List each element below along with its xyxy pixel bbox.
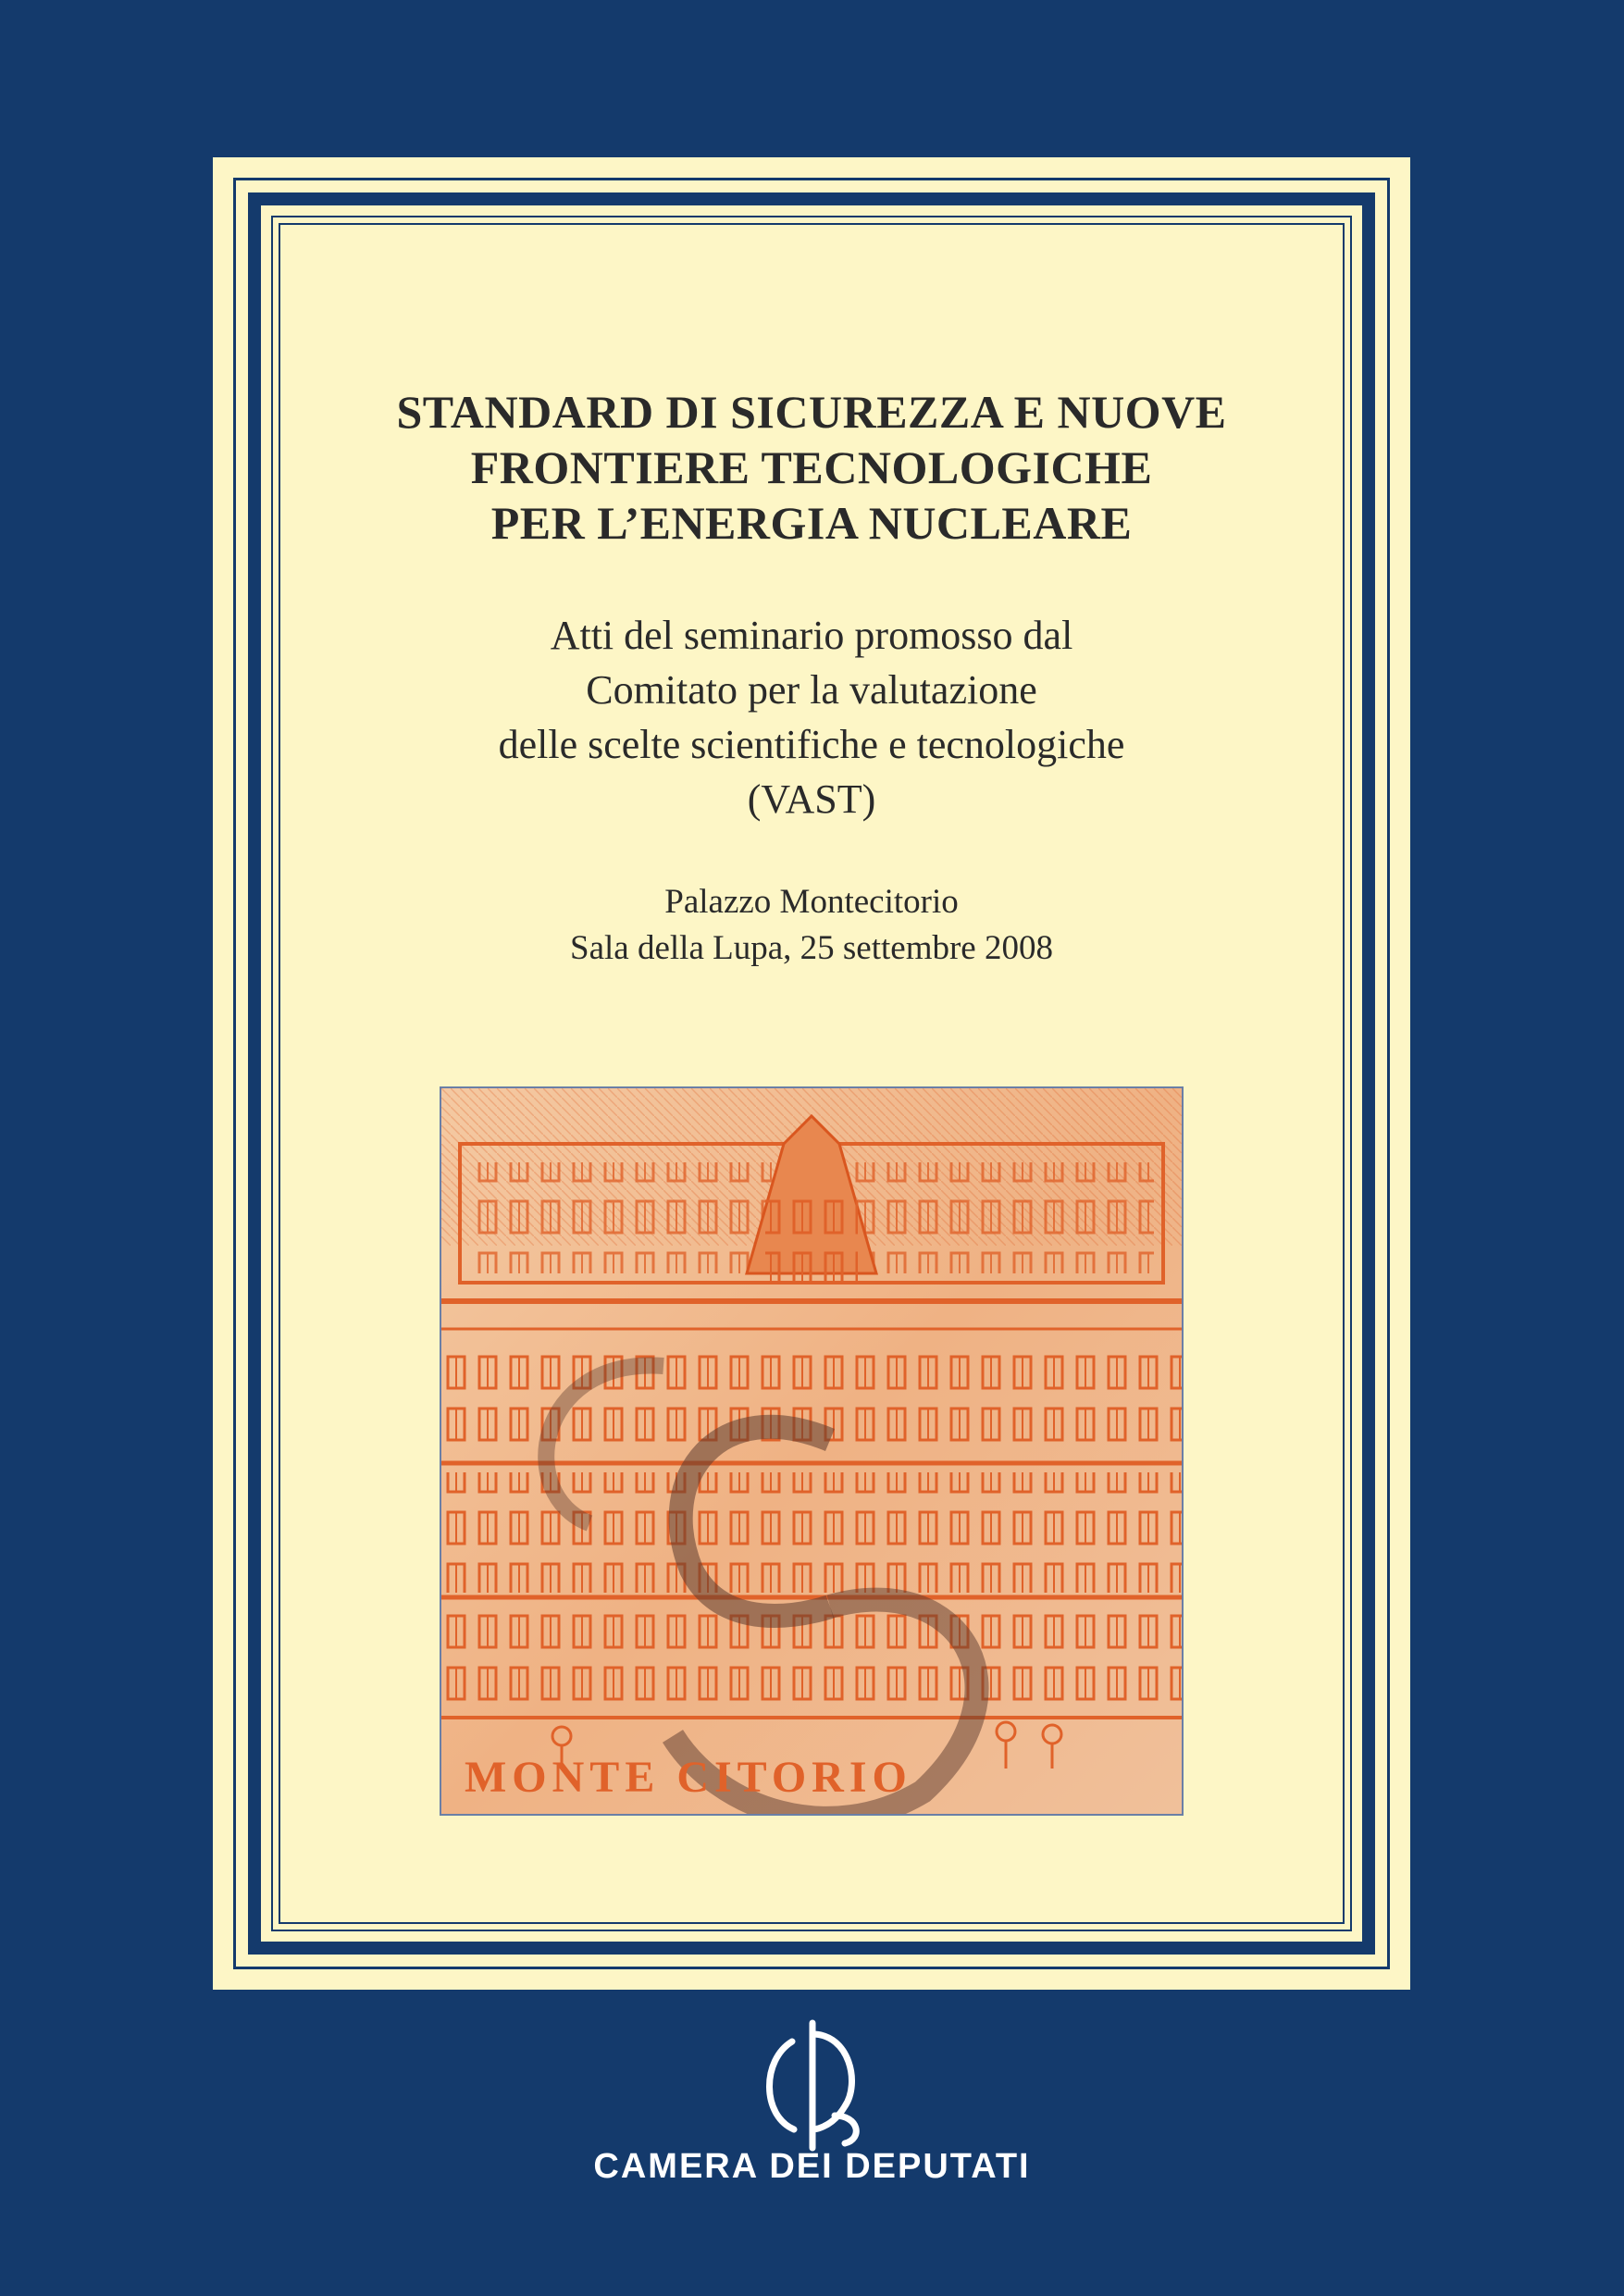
subtitle-line: Atti del seminario promosso dal: [550, 613, 1073, 658]
title-line: FRONTIERE TECNOLOGICHE: [470, 441, 1153, 493]
cover-subtitle: [213, 608, 1410, 826]
subtitle-line: Comitato per la valutazione: [586, 667, 1037, 713]
cover-panel: [213, 157, 1410, 1990]
title-line: PER L’ENERGIA NUCLEARE: [490, 497, 1133, 549]
venue-line: Palazzo Montecitorio: [664, 883, 959, 921]
venue-line: Sala della Lupa, 25 settembre 2008: [570, 929, 1053, 967]
publisher-name: CAMERA DEI DEPUTATI: [593, 2147, 1031, 2186]
subtitle-line: (VAST): [747, 776, 876, 822]
camera-dei-deputati-emblem-icon: [757, 2014, 868, 2153]
illustration-caption: MONTE CITORIO: [465, 1753, 912, 1802]
cover-title: [213, 384, 1410, 551]
title-line: STANDARD DI SICUREZZA E NUOVE: [396, 386, 1227, 438]
cover-illustration: [440, 1086, 1184, 1816]
venue-info: [213, 879, 1410, 972]
subtitle-line: delle scelte scientifiche e tecnologiche: [498, 722, 1125, 767]
montecitorio-engraving-image: [441, 1088, 1182, 1814]
